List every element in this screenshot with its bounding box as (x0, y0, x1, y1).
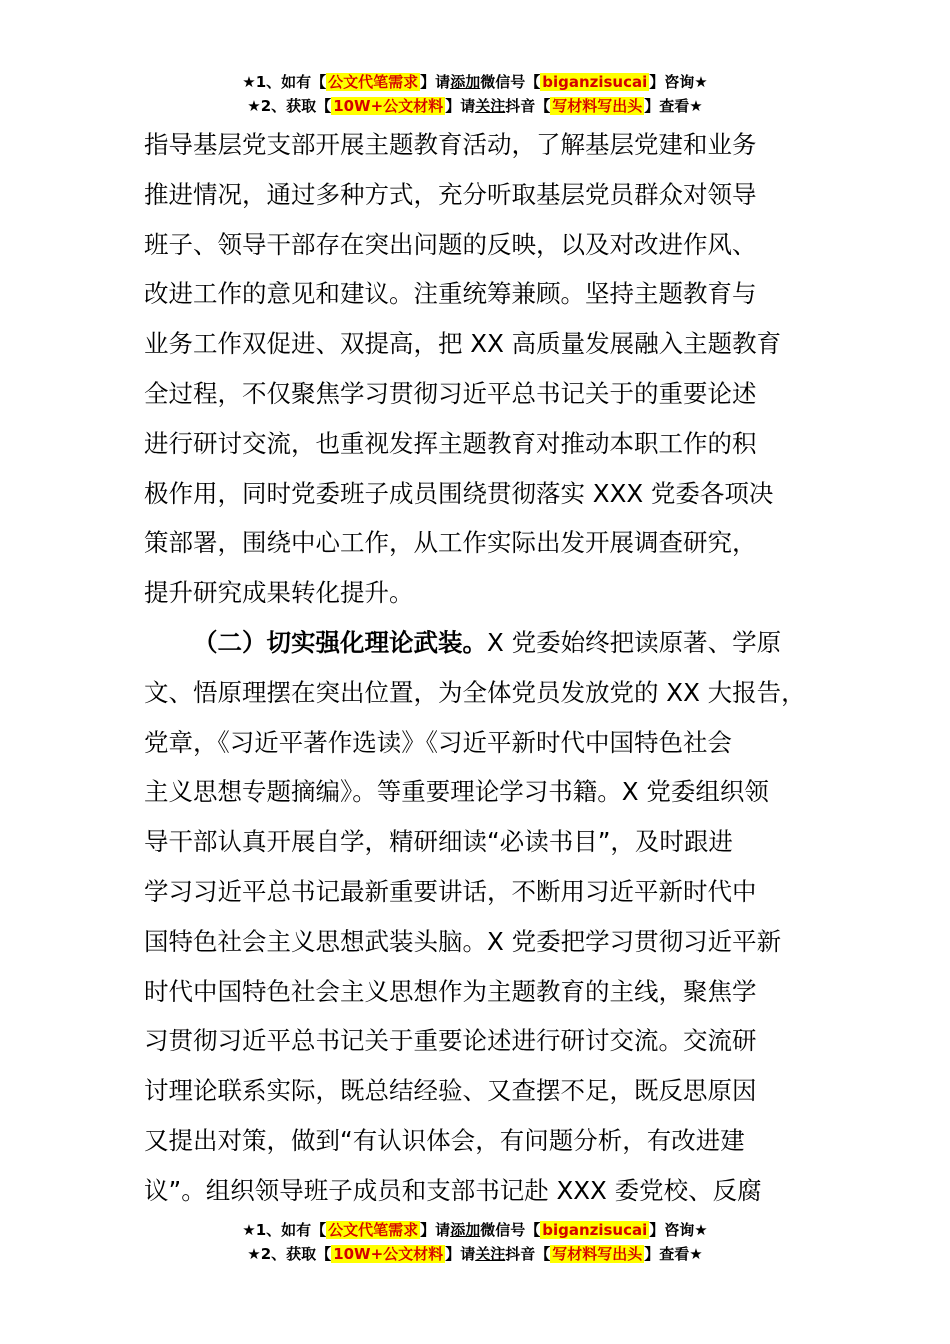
banner-line-1 (0, 70, 950, 94)
banner-text: ★1、如有【 (242, 73, 327, 91)
paragraph-2 (144, 618, 844, 1216)
highlight-materials: 10W+公文材料 (333, 97, 444, 115)
document-body (144, 120, 844, 1216)
text-line: 业务工作双促进、双提高，把 XX 高质量发展融入主题教育 (144, 329, 782, 359)
banner-line-2 (0, 94, 950, 118)
text-line: 讨理论联系实际，既总结经验、又查摆不足，既反思原因 (144, 1076, 757, 1106)
text-line: 时代中国特色社会主义思想作为主题教育的主线，聚焦学 (144, 976, 757, 1006)
banner-emphasis: 关注 (475, 97, 506, 115)
text-line (144, 618, 844, 668)
banner-text: 】请 (445, 1245, 476, 1263)
text-line: 策部署，围绕中心工作，从工作实际出发开展调查研究， (144, 528, 757, 558)
banner-text: 】咨询★ (649, 1221, 708, 1239)
text-line: 议”。组织领导班子成员和支部书记赴 XXX 委党校、反腐 (144, 1175, 762, 1205)
highlight-wechat-id: biganzisucai (542, 73, 648, 91)
text-line: 推进情况，通过多种方式，充分听取基层党员群众对领导 (144, 179, 757, 209)
banner-line-1 (0, 1218, 950, 1242)
highlight-douyin: 写材料写出头 (552, 1245, 643, 1263)
text-line: 学习习近平总书记最新重要讲话，不断用习近平新时代中 (144, 876, 757, 906)
text-line: 极作用，同时党委班子成员围绕贯彻落实 XXX 党委各项决 (144, 478, 774, 508)
section-heading: （二）切实强化理论武装。 (193, 627, 487, 657)
banner-line-2 (0, 1242, 950, 1266)
banner-text: 微信号【 (480, 1221, 541, 1239)
text-line: 指导基层党支部开展主题教育活动，了解基层党建和业务 (144, 130, 757, 159)
highlight-douyin: 写材料写出头 (552, 97, 643, 115)
banner-emphasis: 关注 (475, 1245, 506, 1263)
banner-text: 】请 (420, 73, 451, 91)
text-line: 党章，《习近平著作选读》《习近平新时代中国特色社会 (144, 727, 732, 757)
banner-emphasis: 添加 (450, 1221, 481, 1239)
banner-text: ★2、获取【 (247, 1245, 332, 1263)
banner-emphasis: 添加 (450, 73, 481, 91)
text-line: 主义思想专题摘编》。等重要理论学习书籍。X 党委组织领 (144, 777, 769, 807)
text-line: 提升研究成果转化提升。 (144, 578, 414, 608)
text-line: 改进工作的意见和建议。注重统筹兼顾。坚持主题教育与 (144, 279, 757, 309)
text-line: 习贯彻习近平总书记关于重要论述进行研讨交流。交流研 (144, 1026, 757, 1056)
banner-text: 】咨询★ (649, 73, 708, 91)
footer-banner (0, 1218, 950, 1266)
banner-text: 抖音【 (505, 97, 551, 115)
text-line: 班子、领导干部存在突出问题的反映，以及对改进作风、 (144, 229, 757, 259)
highlight-need: 公文代笔需求 (328, 73, 419, 91)
text-line: 国特色社会主义思想武装头脑。X 党委把学习贯彻习近平新 (144, 926, 782, 956)
highlight-wechat-id: biganzisucai (542, 1221, 648, 1239)
text-line: 又提出对策，做到“有认识体会，有问题分析，有改进建 (144, 1125, 745, 1155)
banner-text: 】查看★ (644, 1245, 703, 1263)
banner-text: ★1、如有【 (242, 1221, 327, 1239)
paragraph-1 (144, 120, 844, 618)
banner-text: ★2、获取【 (247, 97, 332, 115)
banner-text: 】请 (445, 97, 476, 115)
banner-text: 抖音【 (505, 1245, 551, 1263)
banner-text: 】查看★ (644, 97, 703, 115)
text-line: 文、悟原理摆在突出位置，为全体党员发放党的 XX 大报告， (144, 677, 806, 707)
text-span: X 党委始终把读原著、学原 (487, 627, 782, 657)
highlight-materials: 10W+公文材料 (333, 1245, 444, 1263)
header-banner (0, 70, 950, 118)
banner-text: 】请 (420, 1221, 451, 1239)
highlight-need: 公文代笔需求 (328, 1221, 419, 1239)
text-line: 进行研讨交流，也重视发挥主题教育对推动本职工作的积 (144, 428, 757, 458)
text-line: 全过程，不仅聚焦学习贯彻习近平总书记关于的重要论述 (144, 378, 757, 408)
text-line: 导干部认真开展自学，精研细读“必读书目”，及时跟进 (144, 827, 733, 857)
banner-text: 微信号【 (480, 73, 541, 91)
